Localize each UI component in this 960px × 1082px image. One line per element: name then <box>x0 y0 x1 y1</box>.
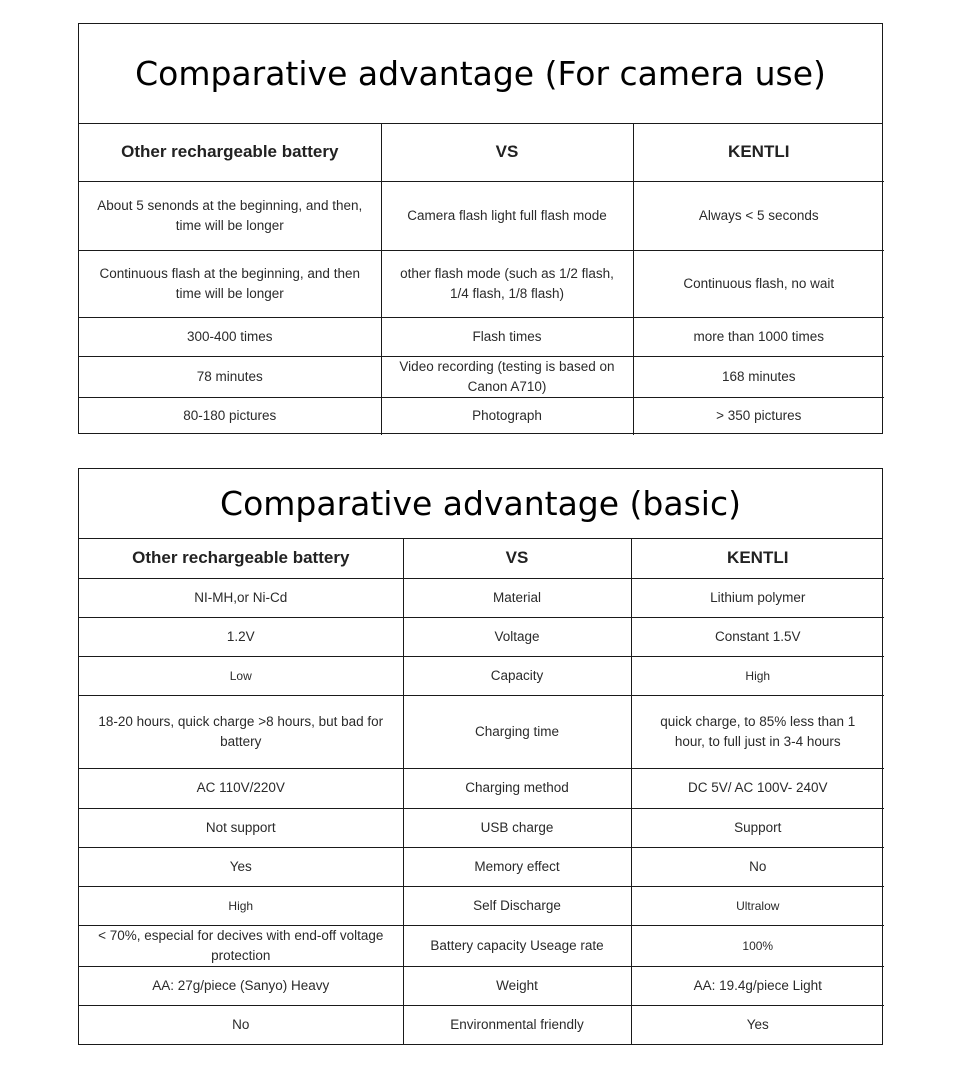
kentli-value: Constant 1.5V <box>631 617 884 656</box>
criterion-label: Weight <box>403 966 631 1005</box>
table-row <box>79 925 884 966</box>
criterion-label: Capacity <box>403 656 631 695</box>
header-other-battery: Other rechargeable battery <box>79 124 381 181</box>
header-vs: VS <box>381 124 633 181</box>
camera-comparison-table <box>79 124 884 435</box>
kentli-value: > 350 pictures <box>716 408 802 424</box>
table-row <box>79 397 884 435</box>
kentli-value: quick charge, to 85% less than 1 hour, to full just in 3-4 hours <box>631 695 884 768</box>
kentli-value: DC 5V/ AC 100V- 240V <box>631 768 884 808</box>
criterion-label: Battery capacity Useage rate <box>403 925 631 966</box>
table-row <box>79 181 884 250</box>
kentli-value: Continuous flash, no wait <box>633 250 884 317</box>
criterion-label: Voltage <box>403 617 631 656</box>
basic-comparison-title: Comparative advantage (basic) <box>79 469 882 539</box>
camera-comparison-panel <box>78 23 883 434</box>
criterion-label: Charging method <box>403 768 631 808</box>
header-kentli: KENTLI <box>631 539 884 578</box>
other-value: 78 minutes <box>79 356 381 397</box>
table-row <box>79 966 884 1005</box>
criterion-label: Memory effect <box>403 847 631 886</box>
kentli-value: Yes <box>746 1016 769 1032</box>
kentli-value: Lithium polymer <box>631 578 884 617</box>
table-row <box>79 578 884 617</box>
basic-comparison-table <box>79 539 884 1044</box>
table-row <box>79 617 884 656</box>
kentli-value: High <box>631 656 884 695</box>
kentli-value: more than 1000 times <box>633 317 884 356</box>
header-kentli: KENTLI <box>633 124 884 181</box>
kentli-value: Support <box>631 808 884 847</box>
other-value: NI-MH,or Ni-Cd <box>79 578 403 617</box>
other-value: < 70%, especial for decives with end-off voltage protection <box>79 925 403 966</box>
other-value: AC 110V/220V <box>79 768 403 808</box>
header-other-battery: Other rechargeable battery <box>79 539 403 578</box>
kentli-value: No <box>631 847 884 886</box>
kentli-value: Always < 5 seconds <box>633 181 884 250</box>
other-value: Low <box>79 656 403 695</box>
table-row <box>79 808 884 847</box>
table-row <box>79 317 884 356</box>
table-row <box>79 1005 884 1044</box>
header-vs: VS <box>403 539 631 578</box>
table-row <box>79 847 884 886</box>
kentli-value: 168 minutes <box>633 356 884 397</box>
kentli-value: 100% <box>631 925 884 966</box>
kentli-value: AA: 19.4g/piece Light <box>631 966 884 1005</box>
criterion-label: Flash times <box>381 317 633 356</box>
camera-comparison-title: Comparative advantage (For camera use) <box>79 24 882 124</box>
other-value: Continuous flash at the beginning, and then time will be longer <box>79 250 381 317</box>
other-value: Yes <box>79 847 403 886</box>
table-header-row <box>79 124 884 181</box>
other-value: High <box>79 886 403 925</box>
criterion-label: Material <box>403 578 631 617</box>
basic-comparison-panel <box>78 468 883 1045</box>
table-row <box>79 250 884 317</box>
other-value: No <box>79 1005 403 1044</box>
criterion-label: Photograph <box>381 397 633 435</box>
criterion-label: Charging time <box>403 695 631 768</box>
table-row <box>79 656 884 695</box>
criterion-label: other flash mode (such as 1/2 flash, 1/4 flash, 1/8 flash) <box>381 250 633 317</box>
other-value: About 5 senonds at the beginning, and then, time will be longer <box>79 181 381 250</box>
other-value: Not support <box>79 808 403 847</box>
table-header-row <box>79 539 884 578</box>
kentli-value: Ultralow <box>631 886 884 925</box>
criterion-label: USB charge <box>403 808 631 847</box>
other-value: 80-180 pictures <box>79 397 381 435</box>
other-value: AA: 27g/piece (Sanyo) Heavy <box>79 966 403 1005</box>
other-value: 1.2V <box>79 617 403 656</box>
criterion-label: Video recording (testing is based on Canon A710) <box>381 356 633 397</box>
table-row <box>79 356 884 397</box>
table-row <box>79 886 884 925</box>
criterion-label: Environmental friendly <box>403 1005 631 1044</box>
table-row <box>79 768 884 808</box>
other-value: 300-400 times <box>79 317 381 356</box>
other-value: 18-20 hours, quick charge >8 hours, but bad for battery <box>79 695 403 768</box>
criterion-label: Camera flash light full flash mode <box>381 181 633 250</box>
criterion-label: Self Discharge <box>403 886 631 925</box>
table-row <box>79 695 884 768</box>
